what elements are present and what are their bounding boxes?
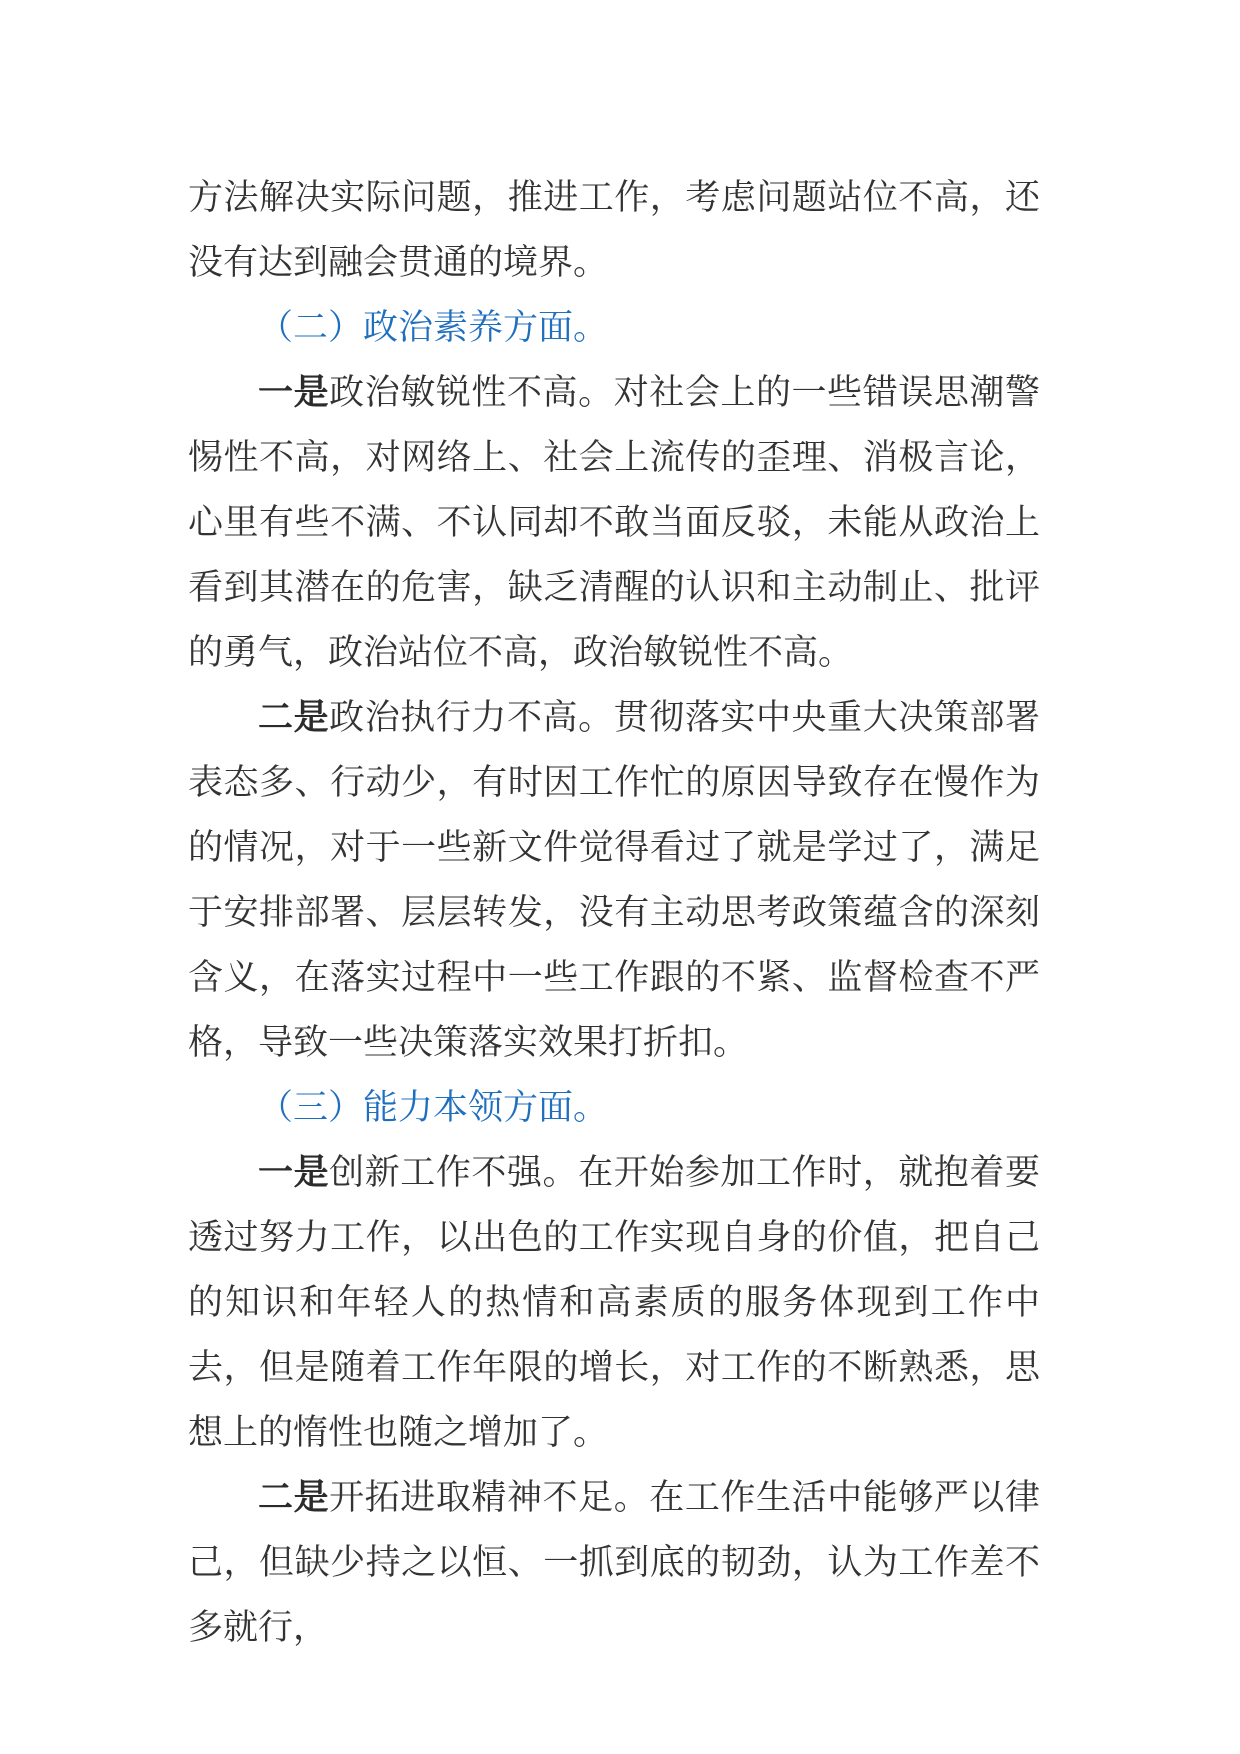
paragraph-enterprising-spirit <box>188 1466 1040 1661</box>
item-text: 政治执行力不高。贯彻落实中央重大决策部署表态多、行动少，有时因工作忙的原因导致存在慢作为的情况，对于一些新文件觉得看过了就是学过了，满足于安排部署、层层转发，没有主动思考政策蕴含的深刻含义，在落实过程中一些工作跟的不紧、监督检查不严格，导致一些决策落实效果打折扣。 <box>188 698 1040 1063</box>
document-body <box>188 166 1040 1661</box>
paragraph-innovation <box>188 1141 1040 1466</box>
item-lead-second: 二是 <box>258 698 330 738</box>
paragraph-intro: 方法解决实际问题，推进工作，考虑问题站位不高，还没有达到融会贯通的境界。 <box>188 178 1040 283</box>
item-text: 开拓进取精神不足。在工作生活中能够严以律己，但缺少持之以恒、一抓到底的韧劲，认为工作差不多就行， <box>188 1478 1040 1648</box>
section-heading-political-literacy: （二）政治素养方面。 <box>258 308 609 348</box>
paragraph-political-sensitivity <box>188 361 1040 686</box>
section-heading-ability: （三）能力本领方面。 <box>258 1088 609 1128</box>
item-text: 创新工作不强。在开始参加工作时，就抱着要透过努力工作，以出色的工作实现自身的价值，把自己的知识和年轻人的热情和高素质的服务体现到工作中去，但是随着工作年限的增长，对工作的不断熟悉，思想上的惰性也随之增加了。 <box>188 1153 1040 1453</box>
paragraph-political-execution <box>188 686 1040 1076</box>
item-lead-first: 一是 <box>258 373 330 413</box>
item-lead-first: 一是 <box>258 1153 330 1193</box>
item-text: 政治敏锐性不高。对社会上的一些错误思潮警惕性不高，对网络上、社会上流传的歪理、消极言论，心里有些不满、不认同却不敢当面反驳，未能从政治上看到其潜在的危害，缺乏清醒的认识和主动制止、批评的勇气，政治站位不高，政治敏锐性不高。 <box>188 373 1040 673</box>
item-lead-second: 二是 <box>258 1478 330 1518</box>
